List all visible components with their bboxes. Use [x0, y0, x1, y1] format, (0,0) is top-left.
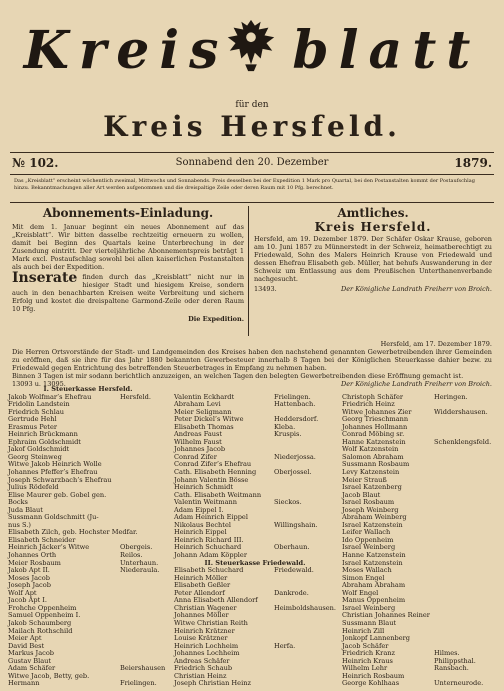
roster-place: Unterneurode. [434, 679, 484, 688]
issue-date: Sonnabend den 20. Dezember [175, 157, 329, 168]
roster-name: Israel Weinberg [342, 603, 396, 612]
roster-name: Moses Jacob [8, 573, 50, 582]
roster-name: Christian Heinz [174, 671, 227, 680]
roster-name: Joseph Jacob [8, 581, 51, 590]
roster-place [120, 605, 168, 613]
roster-name: David Best [8, 641, 45, 650]
roster-place [434, 552, 496, 560]
roster-name: Conrad Zifer [174, 452, 217, 461]
roster-place: Oberhaun. [274, 543, 310, 552]
roster-place [120, 643, 168, 651]
notice-signature: Der Königliche Landrath Freiherr von Broich. [341, 285, 492, 293]
issue-bar [10, 156, 494, 172]
roster-name: Johannes Orth [8, 551, 57, 560]
roster-name: Andreas Schäfer [174, 656, 230, 665]
masthead-fuer: für den [235, 100, 269, 110]
roster-name: Heinrich Rosbaum [342, 671, 405, 680]
roster-name: Jakob Wolfmar’s Ehefrau [8, 392, 92, 401]
emigration-footer [254, 285, 492, 293]
roster-name: Hanne Katzenstein [342, 437, 406, 446]
roster-name: Salomon Abraham [342, 452, 404, 461]
roster-name: Abraham Abraham [342, 581, 406, 590]
roster-name: Peter Allendorf [174, 588, 225, 597]
roster-name: Jakof Goldschmidt [8, 445, 70, 454]
roster-name: Witwe Jacob, Betty, geb. [8, 671, 90, 680]
roster-name: Adam Eippel I. [174, 505, 224, 514]
divider [10, 202, 494, 203]
roster-name: Valentin Eckhardt [174, 392, 235, 401]
roster-name: Valentin Weitmann [174, 498, 238, 507]
roster-place [120, 507, 168, 515]
roster-name: Israel Katzenstein [342, 558, 403, 567]
roster-place [120, 431, 168, 439]
roster-name: Juda Blaut [8, 505, 43, 514]
roster-place [120, 597, 168, 605]
roster-place [434, 499, 496, 507]
roster-place: Heimboldshausen. [274, 603, 336, 612]
tax-notice-text: Die Herren Ortsvorstände der Stadt- und Landgemeinden des Kreises haben den nachstehend genannten Gewerbetreibenden ihrer Gemeinden zu eröffnen, daß sie ihre für das Jahr 1880 bekannten Gewerbesteuer innerhalb 8 Tagen bei der Königlichen Steuerkasse dahier bezw. zu Friedewald gegen Entrichtung des betreffenden Steuerbetrages in Empfang zu nehmen haben. [12, 348, 492, 372]
roster-name: Adam Schäfer [8, 664, 56, 673]
roster-name: Samuel Oppenheim I. [8, 611, 81, 620]
roster-place [274, 477, 336, 485]
roster-place [434, 590, 496, 598]
roster-place [274, 612, 336, 620]
expedition-signature: Die Expedition. [188, 315, 244, 323]
roster-name: Frohche Oppenheim [8, 603, 77, 612]
roster-place [434, 492, 496, 500]
roster-name: Israel Rosbaum [342, 498, 395, 507]
roster-name: Witwe Johannes Zier [342, 407, 412, 416]
roster-row [342, 680, 496, 688]
roster-place: Philippsthal. [434, 656, 476, 665]
roster-place [120, 514, 168, 522]
roster-place [434, 514, 496, 522]
roster-place: Hattenbach. [274, 400, 316, 409]
roster-name: Bocks [8, 498, 28, 507]
roster-place [120, 650, 168, 658]
roster-place [434, 612, 496, 620]
roster-name: Heinrich Eippel [174, 528, 227, 537]
roster-name: Elisabeth Zilch, geb. Hochster Medfar. [8, 528, 138, 537]
roster-name: Elisabeth Thomas [174, 422, 234, 431]
roster-place: Friedewald. [274, 566, 314, 575]
roster-place: Niederaula. [120, 566, 160, 575]
right-column [254, 206, 492, 293]
roster-name: Ido Oppenheim [342, 535, 394, 544]
roster-place: Schenklengsfeld. [434, 437, 492, 446]
roster-place: Unterhaun. [120, 558, 159, 567]
roster-place [434, 575, 496, 583]
roster-name: Johann Valentin Bösse [174, 475, 249, 484]
roster-name: Manus Oppenheim [342, 596, 406, 605]
roster-place [434, 454, 496, 462]
roster-name: Heinrich Möller [174, 573, 228, 582]
roster-place [120, 484, 168, 492]
divider [10, 152, 494, 153]
roster-name: Georg Steinweg [8, 452, 62, 461]
roster-name: Abraham Weinberg [342, 513, 407, 522]
roster-name: Sussmann Rosbaum [342, 460, 410, 469]
roster-name: Elisabeth Schuchard [174, 566, 244, 575]
roster-name: Levy Katzenstein [342, 468, 400, 477]
roster-name: Heinrich Jäcker’s Witwe [8, 543, 90, 552]
roster-place [434, 605, 496, 613]
roster-name: Christoph Schäfer [342, 392, 404, 401]
roster-name: Louise Krätzner [174, 634, 228, 643]
roster-place: Sieckos. [274, 498, 302, 507]
roster-place [138, 529, 168, 537]
roster-name: Gustav Blaut [8, 656, 52, 665]
roster-place: Beiershausen [120, 664, 166, 673]
roster-place [274, 650, 336, 658]
roster-name: Friedrich Heinz [342, 400, 395, 409]
roster-name: Simon Engel [342, 573, 385, 582]
roster-name: Sussmann Blaut [342, 618, 397, 627]
roster-name: Moses Wallach [342, 566, 392, 575]
roster-name: Israel Weinberg [342, 543, 396, 552]
roster-place: Hilmes. [434, 649, 460, 658]
issue-year: 1879. [454, 156, 492, 170]
roster-name: Elise Maurer geb. Gobel gen. [8, 490, 107, 499]
roster-place [274, 658, 336, 666]
roster-name: Andreas Faust [174, 430, 223, 439]
roster-place [120, 499, 168, 507]
subscription-fineprint: Das „Kreisblatt“ erscheint wöchentlich zweimal, Mittwochs und Sonnabends. Preis desselben bei der Expedition 1 Mark pro Quartal, bei den Postanstalten kommt der Postaufschlag hinzu. Bekanntmachungen aller Art werden aufgenommen und die dreispaltige Zeile oder deren Raum mit 10 Pfg. berechnet. [14, 178, 475, 191]
roster-place [274, 529, 336, 537]
roster-name: Wolf Apt [8, 588, 37, 597]
roster-place: Ransbach. [434, 664, 469, 673]
roster-place [434, 635, 496, 643]
roster-name: Adam Heinrich Eippel [174, 513, 248, 522]
roster-name: Hermann [8, 679, 40, 688]
column-divider [248, 206, 249, 336]
roster-name: Mailach Rothschild [8, 626, 73, 635]
roster-place [120, 575, 168, 583]
roster-name: Abraham Levi [174, 400, 221, 409]
roster-place [120, 492, 168, 500]
roster-name: Cath. Elisabeth Henning [174, 468, 257, 477]
roster-place [434, 522, 496, 530]
inserate-body: finden durch das „Kreisblatt“ nicht nur in hiesiger Stadt und hiesigem Kreise, sondern auch in den benachbarten Kreisen weite Verbreitung und sichern Erfolg und kostet die dreispaltene Garmond-Zeile oder deren Raum 10 Pfg. [12, 273, 244, 313]
roster-place [120, 461, 168, 469]
roster-place [120, 409, 168, 417]
roster-place [274, 484, 336, 492]
roster-name: Heinrich Schmidt [174, 483, 233, 492]
roster-place [120, 469, 168, 477]
roster-name: George Kohlhaas [342, 679, 400, 688]
roster-name: Christian Wagener [174, 603, 237, 612]
roster-name: Johann Adam Köppler [174, 551, 247, 560]
roster-place: Frielingen. [274, 392, 311, 401]
roster-name: Markus Jacob [8, 649, 55, 658]
roster-name: Joseph Schwarzbach’s Ehefrau [8, 475, 112, 484]
roster-name: Heinrich Krätzner [174, 626, 235, 635]
roster-name: Wilhelm Lehr [342, 664, 388, 673]
roster-place [274, 620, 336, 628]
roster-name: Jacob Blaut [342, 490, 381, 499]
roster-name: Julius Rödefeld [8, 483, 59, 492]
roster-place: Oberjossel. [274, 468, 312, 477]
roster-name: Wilhelm Faust [174, 437, 222, 446]
roster-name: Joseph Christian Heinz [174, 679, 251, 688]
roster-name: Heinrich Schuchard [174, 543, 242, 552]
roster-name: Joseph Weinberg [342, 505, 399, 514]
roster-place [120, 477, 168, 485]
roster-place [434, 424, 496, 432]
roster-name: Meier Apt [8, 634, 42, 643]
roster-place [120, 446, 168, 454]
roster-place [434, 529, 496, 537]
roster-row [8, 514, 168, 522]
roster-place: Dankrode. [274, 588, 309, 597]
roster-name: Heinrich Kraus [342, 656, 393, 665]
roster-name: Meier Rosbaum [8, 558, 61, 567]
roster-name: Cath. Elisabeth Weitmann [174, 490, 262, 499]
tax-notice-dateline: Hersfeld, am 17. Dezember 1879. [380, 340, 492, 348]
roster-place [434, 484, 496, 492]
notice-number: 13493. [254, 285, 277, 293]
roster-place [274, 680, 336, 688]
roster-column-1 [8, 386, 168, 688]
roster-place [434, 416, 496, 424]
roster-place: Kleba. [274, 422, 296, 431]
roster-name: Sussmann Goldschmitt (Ju- [8, 513, 99, 522]
tax-notice [12, 340, 492, 388]
roster-name: Heinrich Richard III. [174, 535, 244, 544]
roster-name: Johannes Jacob [174, 445, 226, 454]
inserate-heading: Inserate [12, 270, 78, 286]
masthead-title-right: blatt [292, 20, 481, 81]
roster-name: Wolf Katzenstein [342, 445, 399, 454]
roster-name: Wolf Engel [342, 588, 379, 597]
roster-name: Anna Elisabeth Allendorf [174, 596, 258, 605]
roster-row [8, 492, 168, 500]
left-column [12, 206, 244, 323]
roster-section-title: II. Steuerkasse Friedewald. [204, 558, 306, 567]
emigration-notice: Hersfeld, am 19. Dezember 1879. Der Schäfer Oskar Krause, geboren am 10. Juni 1857 zu Münnerstedt in der Schweiz, heimatberechtigt zu Friedewald, Sohn des Malers Heinrich Krause von Friedewald und dessen Ehefrau Elisabeth geb. Müller, hat behufs Auswanderung in der Schweiz um Entlassung aus dem Preußischen Unterthanenverbande nachgesucht. [254, 235, 492, 283]
roster-name: Leifer Wallach [342, 528, 391, 537]
roster-name: Jakob Schaumberg [8, 618, 72, 627]
roster-place [434, 560, 496, 568]
roster-name: nus S.) [8, 520, 31, 529]
roster-place [434, 544, 496, 552]
divider [10, 174, 494, 175]
roster-place [120, 401, 168, 409]
roster-name: Ephraim Goldschmidt [8, 437, 81, 446]
roster-place: Frielingen. [120, 679, 157, 688]
roster-name: Georg Trieschmann [342, 415, 409, 424]
roster-name: Jacob Schäfer [342, 641, 389, 650]
roster-name: Jakob Apt II. [8, 566, 50, 575]
roster-place: Herfa. [274, 641, 296, 650]
roster-name: Fridolin Landstein [8, 400, 70, 409]
roster-place [434, 537, 496, 545]
roster-name: Christian Johannes Reiner [342, 611, 430, 620]
roster-name: Israel Katzenberg [342, 483, 402, 492]
roster-name: Witwe Christian Reith [174, 618, 248, 627]
roster-place [120, 439, 168, 447]
roster-name: Johannes Lochheim [174, 649, 240, 658]
roster-name: Nikolaus Bechtel [174, 520, 231, 529]
roster-place [120, 612, 168, 620]
roster-name: Friedrich Kranz [342, 649, 395, 658]
masthead-title-left: Kreis [23, 20, 229, 81]
roster-place [120, 582, 168, 590]
roster-name: Friedrich Schlau [8, 407, 64, 416]
roster-place [434, 477, 496, 485]
roster-place [434, 469, 496, 477]
roster-place [434, 461, 496, 469]
roster-name: Conrad Zifer’s Ehefrau [174, 460, 252, 469]
roster-place: Reilos. [120, 551, 143, 560]
roster-row [8, 680, 168, 688]
tax-notice-text-2: Binnen 3 Tagen ist mir sodann berichtlich anzuzeigen, an welchen Tagen den belegten Gewerbetreibenden diese Eröffnung gemacht ist. [12, 372, 464, 380]
roster-place [120, 635, 168, 643]
roster-place [434, 620, 496, 628]
roster-section-title: I. Steuerkasse Hersfeld. [43, 385, 133, 393]
subscription-heading: Abonnements-Einladung. [42, 206, 214, 220]
roster-name: Johannes Pfeffer’s Ehefrau [8, 468, 98, 477]
roster-name: Peter Dickel’s Witwe [174, 415, 244, 424]
roster-name: Johannes Möller [174, 611, 229, 620]
roster-name: Gertrude Hehl [8, 415, 57, 424]
issue-number: № 102. [12, 156, 59, 170]
roster-name: Friedrich Schaub [174, 664, 233, 673]
roster-place [434, 597, 496, 605]
official-subheading: Kreis Hersfeld. [314, 220, 432, 234]
roster-place: Obergeis. [120, 543, 153, 552]
roster-place [434, 567, 496, 575]
roster-place [120, 424, 168, 432]
roster-name: Heinrich Brückmann [8, 430, 78, 439]
official-heading: Amtliches. [337, 206, 409, 220]
roster-place: Willingshain. [274, 520, 318, 529]
roster-place: Heddersdorf. [274, 415, 319, 424]
roster-name: Elisabeth Geßler [174, 581, 231, 590]
roster-place [120, 454, 168, 462]
roster-place [274, 575, 336, 583]
roster-name: Erasmus Peter [8, 422, 58, 431]
roster-place [434, 582, 496, 590]
roster-place: Hersfeld. [120, 392, 151, 401]
roster-place [274, 628, 336, 636]
roster-place [434, 507, 496, 515]
roster-row [174, 680, 336, 688]
roster-place: Widdershausen. [434, 407, 488, 416]
tax-notice-numbers: 13093 u. 13095. [12, 380, 66, 388]
roster-name: Jonkopf Lannenberg [342, 634, 411, 643]
roster-place: Kruspis. [274, 430, 302, 439]
roster-place [434, 446, 496, 454]
roster-name: Witwe Jakob Heinrich Wolle [8, 460, 102, 469]
roster-name: Johannes Hollmann [342, 422, 408, 431]
roster-place [120, 590, 168, 598]
roster-place [274, 439, 336, 447]
roster-name: Jacob Apt I. [8, 596, 47, 605]
roster-place [120, 620, 168, 628]
roster-name: Hanne Katzenstein [342, 551, 406, 560]
roster-column-3 [342, 394, 496, 688]
roster-name: Heinrich Zill [342, 626, 385, 635]
roster-place [274, 507, 336, 515]
roster-name: Israel Katzenstein [342, 520, 403, 529]
roster-column-2 [174, 394, 336, 688]
tax-notice-signature: Der Königliche Landrath Freiherr von Broich. [341, 380, 492, 388]
roster-name: Conrad Möbing sr. [342, 430, 405, 439]
inserate-text [12, 270, 244, 313]
roster-name: Meier Seligmann [174, 407, 232, 416]
roster-place [274, 665, 336, 673]
roster-place: Heringen. [434, 392, 468, 401]
roster-name: Heinrich Lochheim [174, 641, 239, 650]
roster-place [274, 673, 336, 681]
roster-name: Elisabeth Schneider [8, 535, 76, 544]
masthead-region: Kreis Hersfeld. [103, 110, 401, 143]
eagle-crest-icon [222, 16, 280, 74]
subscription-text: Mit dem 1. Januar beginnt ein neues Abonnement auf das „Kreisblatt“. Wir bitten dasselbe rechtzeitig erneuern zu wollen, damit bei Beginn des Quartals keine Unterbrechung in der Zusendung eintritt. Der vierteljährliche Abonnementspreis beträgt 1 Mark excl. Postaufschlag sowohl bei allen kaiserlichen Postanstalten als auch bei der Expedition. [12, 223, 244, 271]
roster-name: Meier Strauß [342, 475, 387, 484]
roster-place: Niederjossa. [274, 452, 316, 461]
roster-place [120, 628, 168, 636]
roster-place [434, 628, 496, 636]
roster-place [120, 416, 168, 424]
